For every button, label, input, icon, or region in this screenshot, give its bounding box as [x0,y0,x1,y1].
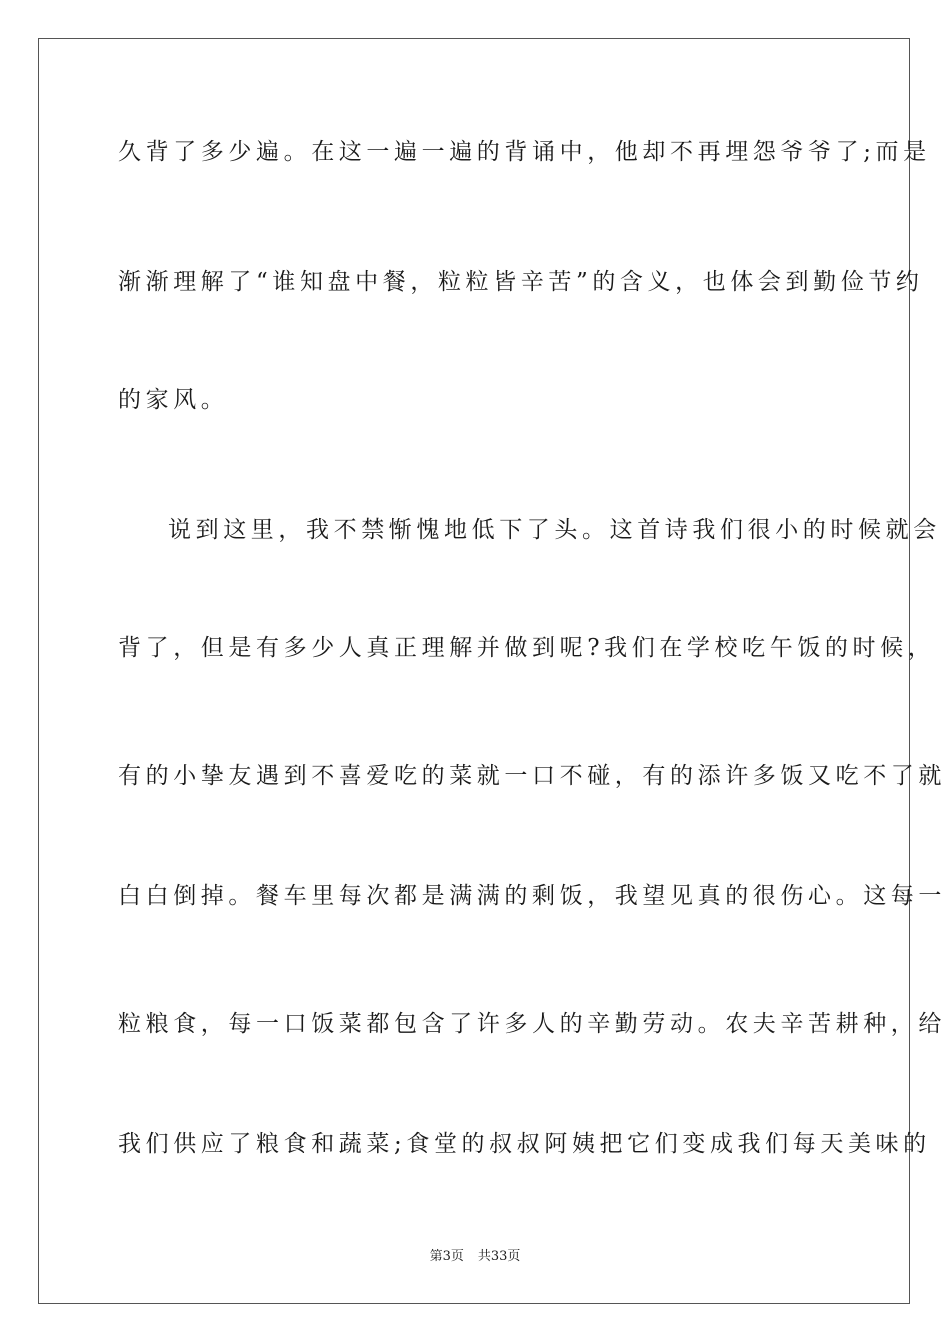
page-total: 共33页 [477,1249,521,1264]
text-line: 背了，但是有多少人真正理解并做到呢?我们在学校吃午饭的时候， [118,635,936,661]
text-line: 渐渐理解了“谁知盘中餐，粒粒皆辛苦”的含义，也体会到勤俭节约 [118,269,924,295]
paragraph-first-line: 说到这里，我不禁惭愧地低下了头。这首诗我们很小的时候就会 [168,517,941,543]
text-line: 粒粮食，每一口饭菜都包含了许多人的辛勤劳动。农夫辛苦耕种，给 [118,1011,946,1037]
text-line: 久背了多少遍。在这一遍一遍的背诵中，他却不再埋怨爷爷了;而是 [118,139,931,165]
text-line: 的家风。 [118,387,229,413]
page-number: 第3页 [429,1249,464,1264]
page-footer [0,1248,950,1266]
text-line: 我们供应了粮食和蔬菜;食堂的叔叔阿姨把它们变成我们每天美味的 [118,1131,931,1157]
page-border [38,38,910,1304]
text-line: 白白倒掉。餐车里每次都是满满的剩饭，我望见真的很伤心。这每一 [118,883,946,909]
text-line: 有的小挚友遇到不喜爱吃的菜就一口不碰，有的添许多饭又吃不了就 [118,763,946,789]
